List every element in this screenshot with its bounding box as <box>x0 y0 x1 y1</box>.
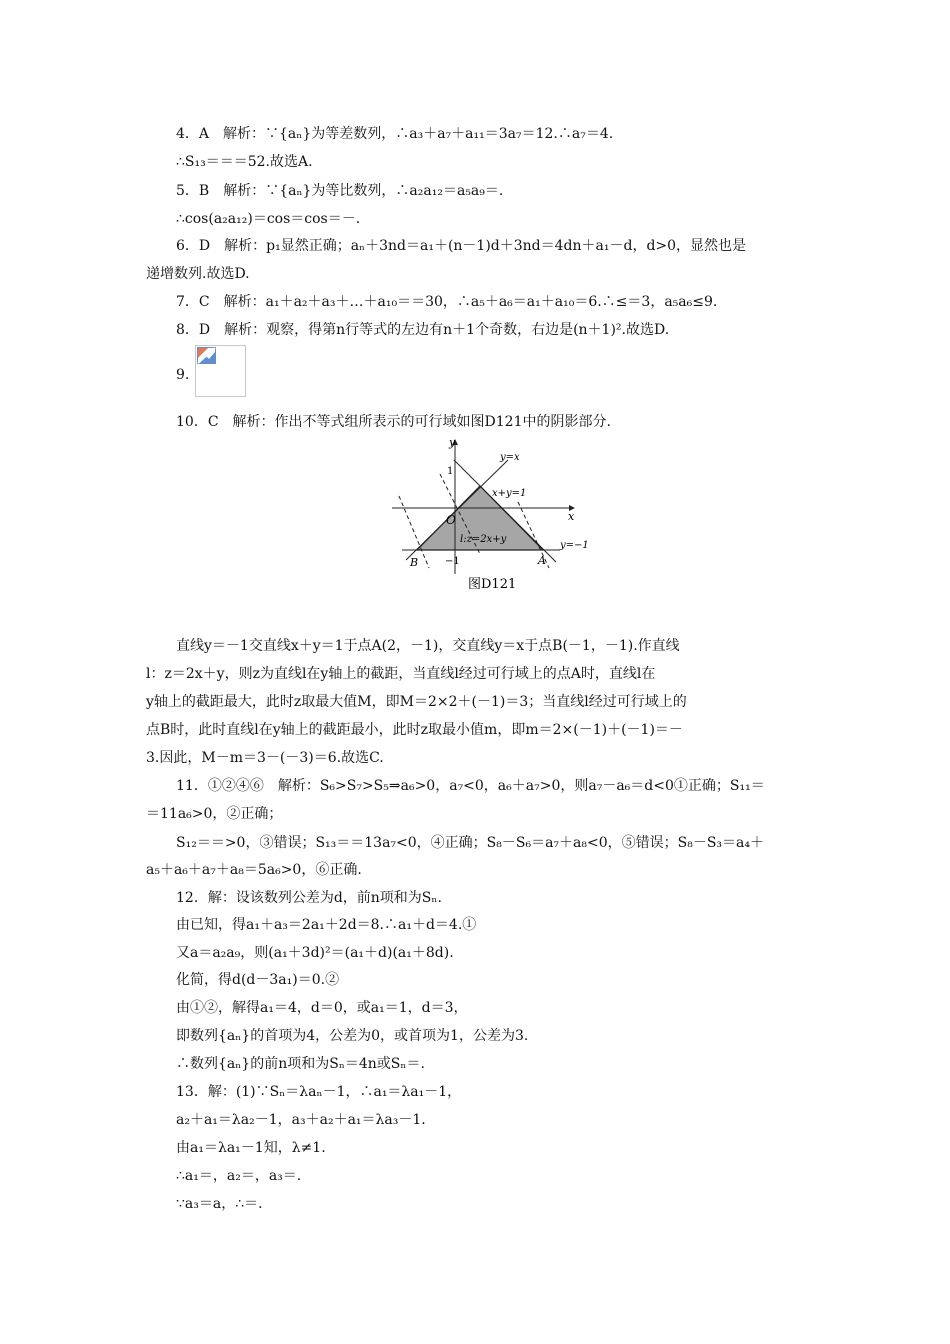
answer-13-line-4: ∴a₁＝，a₂＝，a₃＝. <box>176 1168 302 1184</box>
answer-10-text-4: 点B时，此时直线l在y轴上的截距最小，此时z取最小值m，即m＝2×(－1)＋(－1)＝－ <box>146 722 683 738</box>
answer-8-line: 8．D 解析：观察，得第n行等式的左边有n＋1个奇数，右边是(n＋1)².故选D. <box>176 322 670 338</box>
label-objective: l:z=2x+y <box>460 534 507 545</box>
answer-7-line: 7．C 解析：a₁＋a₂＋a₃＋…＋a₁₀＝＝30，∴a₅＋a₆＝a₁＋a₁₀＝6.∴≤＝3，a₅a₆≤9. <box>176 294 718 310</box>
answer-11-line-1: 11．①②④⑥ 解析：S₆>S₇>S₅⇒a₆>0，a₇<0，a₆＋a₇>0，则a₇－a₆＝d<0①正确；S₁₁＝ <box>176 778 765 794</box>
answer-12-line-6: 即数列{aₙ}的首项为4，公差为0，或首项为1，公差为3. <box>176 1028 529 1044</box>
point-A-label: A <box>538 554 546 567</box>
answer-10-line: 10．C 解析：作出不等式组所表示的可行域如图D121中的阴影部分. <box>176 414 611 430</box>
answer-5-line-1: 5．B 解析：∵{aₙ}为等比数列，∴a₂a₁₂＝a₅a₉＝. <box>176 183 504 199</box>
answer-10-text-3: y轴上的截距最大，此时z取最大值M，即M＝2×2＋(－1)＝3；当直线l经过可行域上的 <box>146 694 687 710</box>
answer-4-line-1: 4．A 解析：∵{aₙ}为等差数列，∴a₃＋a₇＋a₁₁＝3a₇＝12.∴a₇＝4. <box>176 126 614 142</box>
y-axis-label: y <box>449 436 456 449</box>
answer-13-line-3: 由a₁＝λa₁－1知，λ≠1. <box>176 1140 326 1156</box>
x-axis-label: x <box>568 510 575 523</box>
label-y-equals-minus-1: y=−1 <box>560 540 589 551</box>
figure-caption: 图D121 <box>468 577 517 592</box>
answer-5-line-2: ∴cos(a₂a₁₂)＝cos＝cos＝－. <box>176 211 361 227</box>
answer-9-label: 9. <box>176 367 190 383</box>
origin-label: O <box>446 513 456 527</box>
answer-12-line-1: 12．解：设该数列公差为d，前n项和为Sₙ. <box>176 890 442 906</box>
answer-10-text-1: 直线y＝－1交直线x＋y＝1于点A(2，－1)，交直线y＝x于点B(－1，－1).作直线 <box>176 638 680 654</box>
answer-13-line-5: ∵a₃＝a，∴＝. <box>176 1196 263 1212</box>
answer-6-line-2: 递增数列.故选D. <box>146 266 250 282</box>
broken-image-icon <box>195 345 246 397</box>
answer-12-line-7: ∴数列{aₙ}的前n项和为Sₙ＝4n或Sₙ＝. <box>176 1056 425 1072</box>
answer-10-text-5: 3.因此，M－m＝3－(－3)＝6.故选C. <box>146 750 384 766</box>
answer-10-text-2: l：z＝2x＋y，则z为直线l在y轴上的截距，当直线l经过可行域上的点A时，直线l在 <box>146 666 656 682</box>
answer-11-line-4: a₅＋a₆＋a₇＋a₈＝5a₆>0，⑥正确. <box>146 862 362 878</box>
answer-12-line-4: 化简，得d(d－3a₁)＝0.② <box>176 972 340 988</box>
answer-13-line-2: a₂＋a₁＝λa₂－1，a₃＋a₂＋a₁＝λa₃－1. <box>176 1112 426 1128</box>
label-y-equals-x: y=x <box>500 452 520 463</box>
tick-label-one: 1 <box>447 466 454 477</box>
label-x-plus-y: x+y=1 <box>492 488 527 499</box>
answer-12-line-2: 由已知，得a₁＋a₃＝2a₁＋2d＝8.∴a₁＋d＝4.① <box>176 917 477 933</box>
answer-6-line-1: 6．D 解析：p₁显然正确；aₙ＋3nd＝a₁＋(n－1)d＋3nd＝4dn＋a₁－d，d>0，显然也是 <box>176 238 747 254</box>
point-B-label: B <box>410 556 419 569</box>
answer-11-line-3: S₁₂＝＝>0，③错误；S₁₃＝＝13a₇<0，④正确；S₈－S₆＝a₇＋a₈<0，⑤错误；S₈－S₃＝a₄＋ <box>176 835 765 851</box>
answer-12-line-5: 由①②，解得a₁＝4，d＝0，或a₁＝1，d＝3， <box>176 1000 468 1016</box>
answer-13-line-1: 13．解：(1)∵Sₙ＝λaₙ－1，∴a₁＝λa₁－1， <box>176 1084 462 1100</box>
answer-11-line-2: ＝11a₆>0，②正确； <box>146 806 283 822</box>
answer-4-line-2: ∴S₁₃＝＝＝52.故选A. <box>176 154 313 170</box>
feasible-region-figure <box>388 436 598 596</box>
tick-label-minus-one: −1 <box>445 556 460 567</box>
answer-12-line-3: 又a＝a₂a₉，则(a₁＋3d)²＝(a₁＋d)(a₁＋8d). <box>176 945 454 961</box>
